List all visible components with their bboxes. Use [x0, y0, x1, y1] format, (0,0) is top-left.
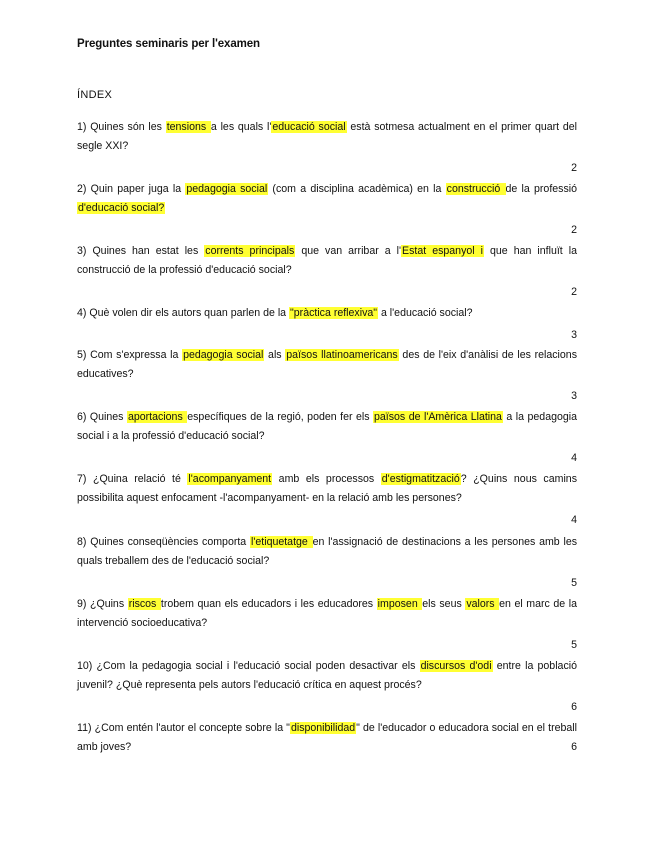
highlighted-term: països llatinoamericans	[286, 349, 398, 361]
text-segment: 11) ¿Com entén l'autor el concepte sobre la "	[77, 722, 290, 734]
highlighted-term: tensions	[166, 121, 210, 133]
text-segment: ? ¿Quins nous camins possibilita aquest enfocament -l'acompanyament- en la relació amb les persones?	[77, 473, 577, 504]
text-segment: 4) Què volen dir els autors quan parlen de la	[77, 307, 290, 319]
highlighted-term: disponibilidad	[290, 722, 356, 734]
highlighted-term: discursos d'odi	[420, 660, 492, 672]
highlighted-term: riscos	[128, 598, 160, 610]
text-segment: en el marc de la intervenció socioeducativa?	[77, 598, 578, 629]
index-item-text	[77, 118, 577, 156]
text-segment: 6) Quines	[77, 411, 127, 423]
index-item-text	[77, 657, 577, 695]
page-number: 4	[571, 514, 577, 526]
index-item[interactable]	[77, 533, 578, 589]
text-segment: 2) Quin paper juga la	[77, 183, 186, 195]
text-segment: 8) Quines conseqüències comporta	[77, 536, 250, 548]
index-item-text	[77, 470, 577, 508]
highlighted-term: Estat espanyol i	[402, 245, 483, 257]
index-item[interactable]	[77, 180, 577, 236]
highlighted-term: països de l'Amèrica Llatina	[374, 411, 502, 423]
text-segment: 1) Quines són les	[77, 121, 166, 133]
index-item-text	[77, 346, 577, 384]
page-number: 3	[571, 390, 577, 402]
index-item[interactable]	[77, 118, 578, 174]
highlighted-term: educació social	[272, 121, 346, 133]
index-item[interactable]	[77, 346, 577, 402]
text-segment: a la pedagogia social i a la professió d'educació social?	[77, 411, 578, 442]
index-item-text	[77, 595, 577, 633]
text-segment: (com a disciplina acadèmica) en la	[268, 183, 446, 195]
index-item-text	[77, 304, 577, 323]
index-item[interactable]	[77, 657, 577, 713]
text-segment: 9) ¿Quins	[77, 598, 128, 610]
highlighted-term: l'etiquetatge	[251, 536, 312, 548]
page-number: 6	[571, 701, 577, 713]
page-number: 5	[571, 577, 577, 589]
index-item-text	[77, 719, 577, 757]
text-segment: des de l'eix d'anàlisi de les relacions educatives?	[77, 349, 577, 380]
text-segment: amb els processos	[272, 473, 381, 485]
highlighted-term: d'estigmatització	[381, 473, 460, 485]
index-item-text	[77, 533, 577, 571]
page-number: 2	[571, 286, 577, 298]
index-item[interactable]	[77, 408, 578, 464]
index-item[interactable]	[77, 242, 577, 298]
text-segment: 3) Quines han estat les	[77, 245, 205, 257]
text-segment: 7) ¿Quina relació té	[77, 473, 188, 485]
index-item[interactable]	[77, 595, 578, 651]
index-item-text	[77, 408, 577, 446]
text-segment: 5) Com s'expressa la	[77, 349, 183, 361]
text-segment: " de l'educador o educadora social en el treball amb joves?	[77, 722, 577, 753]
page-number: 4	[571, 452, 577, 464]
highlighted-term: pedagogia social	[186, 183, 268, 195]
document-title: Preguntes seminaris per l'examen	[77, 38, 260, 50]
highlighted-term: d'educació social?	[78, 202, 165, 214]
text-segment: a les quals l'	[210, 121, 272, 133]
text-segment: està sotmesa actualment en el primer quart del segle XXI?	[77, 121, 578, 152]
text-segment: a l'educació social?	[378, 307, 473, 319]
highlighted-term: corrents principals	[205, 245, 295, 257]
page-number: 2	[571, 162, 577, 174]
highlighted-term: "pràctica reflexiva"	[290, 307, 378, 319]
text-segment: entre la població juvenil? ¿Què representa pels autors l'educació crítica en aquest procés?	[77, 660, 577, 691]
index-item[interactable]	[77, 304, 577, 341]
page-number: 5	[571, 639, 577, 651]
index-item[interactable]	[77, 719, 577, 757]
highlighted-term: valors	[466, 598, 499, 610]
page-number: 2	[571, 224, 577, 236]
text-segment: els seus	[422, 598, 466, 610]
highlighted-term: imposen	[377, 598, 422, 610]
text-segment: que han influït la construcció de la professió d'educació social?	[77, 245, 577, 276]
index-item-text	[77, 180, 577, 218]
text-segment: 10) ¿Com la pedagogia social i l'educació social poden desactivar els	[77, 660, 420, 672]
highlighted-term: l'acompanyament	[188, 473, 272, 485]
text-segment: que van arribar a l'	[295, 245, 402, 257]
text-segment: en l'assignació de destinacions a les persones amb les quals treballem des de l'educació social?	[77, 536, 578, 567]
index-item[interactable]	[77, 470, 577, 526]
index-item-text	[77, 242, 577, 280]
page-number: 3	[571, 329, 577, 341]
highlighted-term: construcció	[446, 183, 505, 195]
highlighted-term: pedagogia social	[183, 349, 264, 361]
index-heading: ÍNDEX	[77, 89, 113, 101]
page-number: 6	[571, 741, 577, 753]
text-segment: als	[264, 349, 286, 361]
text-segment: trobem quan els educadors i les educadores	[160, 598, 377, 610]
text-segment: específiques de la regió, poden fer els	[187, 411, 374, 423]
highlighted-term: aportacions	[127, 411, 187, 423]
text-segment: de la professió	[505, 183, 577, 195]
